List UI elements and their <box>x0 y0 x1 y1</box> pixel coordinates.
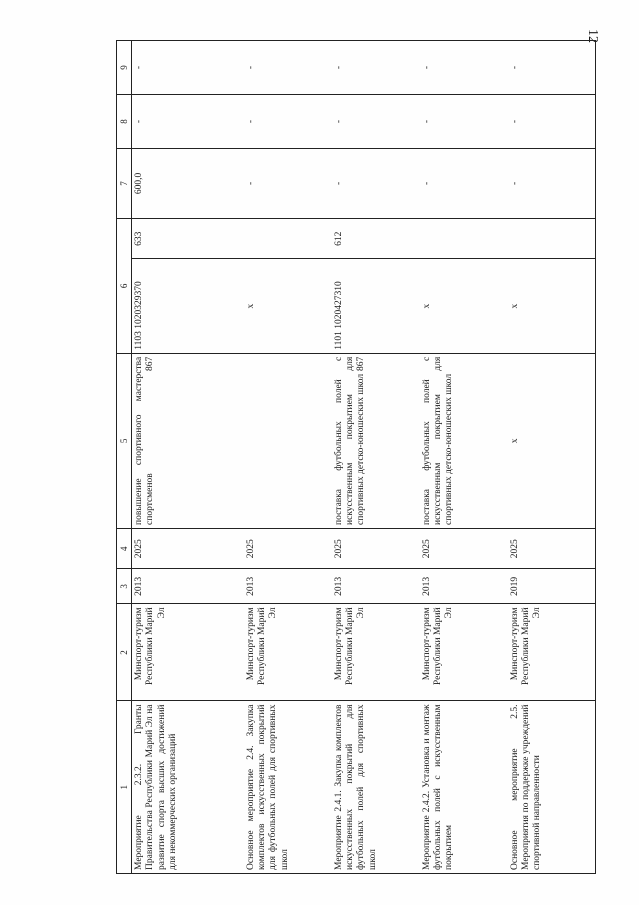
start-year: 2013 <box>332 569 420 604</box>
result-text: поставка футбольных полей с искусственным покрытием для спортивных детско-юношеских школ <box>333 356 367 525</box>
value-col-10: - <box>508 41 596 95</box>
section-code: 1101 <box>333 331 344 350</box>
measure-name: Мероприятие 2.3.2. Гранты Правительства Республики Марий Эл на развитие спорта высших достижений для некоммерческих организаций <box>132 701 244 874</box>
grbs-code: 867 <box>356 356 367 372</box>
page-number: 12 <box>585 29 600 43</box>
measure-name: Мероприятие 2.4.2. Установка и монтаж футбольных полей с искусственным покрытием <box>420 701 508 874</box>
column-header: 8 <box>117 95 132 149</box>
value-col-9: - <box>508 95 596 149</box>
expense-type <box>508 219 596 259</box>
value-col-10: - <box>420 41 508 95</box>
end-year: 2025 <box>332 528 420 568</box>
expense-type <box>244 219 332 259</box>
table-row <box>420 41 508 874</box>
value-col-10: - <box>132 41 244 95</box>
start-year: 2013 <box>420 569 508 604</box>
expense-type <box>420 219 508 259</box>
measure-name: Основное мероприятие 2.4. Закупка комплектов искусственных покрытий для футбольных полей для спортивных школ <box>244 701 332 874</box>
measure-name: Мероприятие 2.4.1. Закупка комплектов искусственных покрытий для футбольных полей для спортивных школ <box>332 701 420 874</box>
value-col-9: - <box>420 95 508 149</box>
executor: Минспорт-туризм Республики Марий Эл <box>508 604 596 701</box>
budget-code: x <box>508 259 596 353</box>
expense-type: 612 <box>332 219 420 259</box>
start-year: 2013 <box>132 569 244 604</box>
end-year: 2025 <box>508 528 596 568</box>
grbs-code: 867 <box>145 356 156 372</box>
value-col-10: - <box>332 41 420 95</box>
value-col-7: - <box>508 148 596 218</box>
budget-code <box>132 259 244 353</box>
program-table-sheet <box>116 40 639 874</box>
budget-code: x <box>420 259 508 353</box>
target-article: 1020427310 <box>333 281 344 329</box>
column-header: 3 <box>117 569 132 604</box>
column-header: 9 <box>117 41 132 95</box>
column-header: 7 <box>117 148 132 218</box>
expected-result: x <box>508 353 596 528</box>
result-text: повышение спортивного мастерства спортсменов <box>134 356 156 525</box>
table-header-row <box>117 41 132 874</box>
column-header: 4 <box>117 528 132 568</box>
column-header: 6 <box>117 219 132 354</box>
table-row <box>244 41 332 874</box>
executor: Минспорт-туризм Республики Марий Эл <box>132 604 244 701</box>
column-header: 2 <box>117 604 132 701</box>
end-year: 2025 <box>420 528 508 568</box>
program-table <box>116 40 596 874</box>
table-row <box>332 41 420 874</box>
budget-code <box>332 259 420 353</box>
end-year: 2025 <box>132 528 244 568</box>
table-row <box>508 41 596 874</box>
column-header: 1 <box>117 701 132 874</box>
value-col-7: - <box>244 148 332 218</box>
section-code: 1103 <box>134 331 144 350</box>
table-row <box>132 41 244 874</box>
column-header: 5 <box>117 353 132 528</box>
value-col-10: - <box>244 41 332 95</box>
end-year: 2025 <box>244 528 332 568</box>
executor: Минспорт-туризм Республики Марий Эл <box>420 604 508 701</box>
expected-result <box>132 353 244 528</box>
budget-code: x <box>244 259 332 353</box>
value-col-9: - <box>332 95 420 149</box>
value-col-7: - <box>332 148 420 218</box>
executor: Минспорт-туризм Республики Марий Эл <box>244 604 332 701</box>
value-col-9: - <box>132 95 244 149</box>
expected-result <box>244 353 332 528</box>
value-col-7: 600,0 <box>132 148 244 218</box>
value-col-9: - <box>244 95 332 149</box>
value-col-7: - <box>420 148 508 218</box>
expected-result: поставка футбольных полей с искусственным покрытием для спортивных детско-юношеских школ <box>420 353 508 528</box>
expense-type: 633 <box>132 219 244 259</box>
executor: Минспорт-туризм Республики Марий Эл <box>332 604 420 701</box>
start-year: 2013 <box>244 569 332 604</box>
expected-result <box>332 353 420 528</box>
target-article: 1020329370 <box>134 281 144 329</box>
measure-name: Основное мероприятие 2.5. Мероприятия по поддержке учреждений спортивной направленности <box>508 701 596 874</box>
start-year: 2019 <box>508 569 596 604</box>
